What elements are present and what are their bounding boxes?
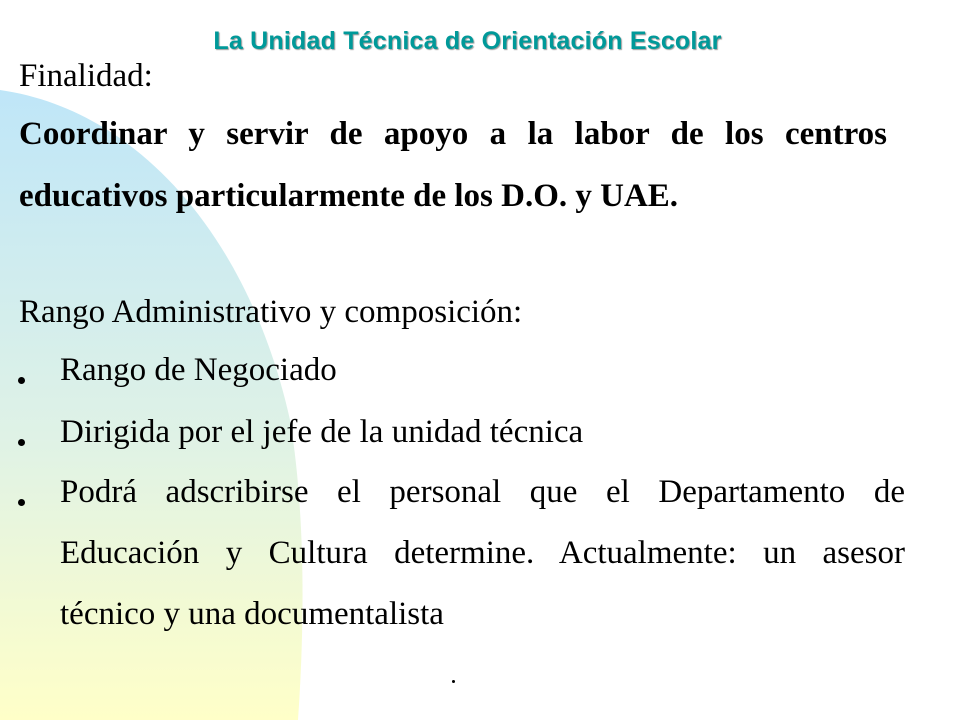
bullet-item-2-line-1: Dirigida por el jefe de la unidad técnica [60,414,584,450]
bullet-item-3-line-2: Educación y Cultura determine. Actualmente: un asesor [60,535,905,571]
decorative-dot [452,680,455,683]
rango-heading: Rango Administrativo y composición: [19,294,523,330]
finalidad-heading: Finalidad: [19,58,153,94]
bullet-dot-icon [18,439,25,446]
bullet-dot-icon [18,499,25,506]
bullet-item-1-line-1: Rango de Negociado [60,352,337,388]
bullet-item-3-line-1: Podrá adscribirse el personal que el Departamento de [60,474,905,510]
finalidad-text-line-2: educativos particularmente de los D.O. y UAE. [19,178,679,214]
bullet-dot-icon [18,377,25,384]
bullet-item-3-line-3: técnico y una documentalista [60,596,444,632]
slide-title: La Unidad Técnica de Orientación Escolar [213,27,722,55]
finalidad-text-line-1: Coordinar y servir de apoyo a la labor de los centros [19,116,887,152]
